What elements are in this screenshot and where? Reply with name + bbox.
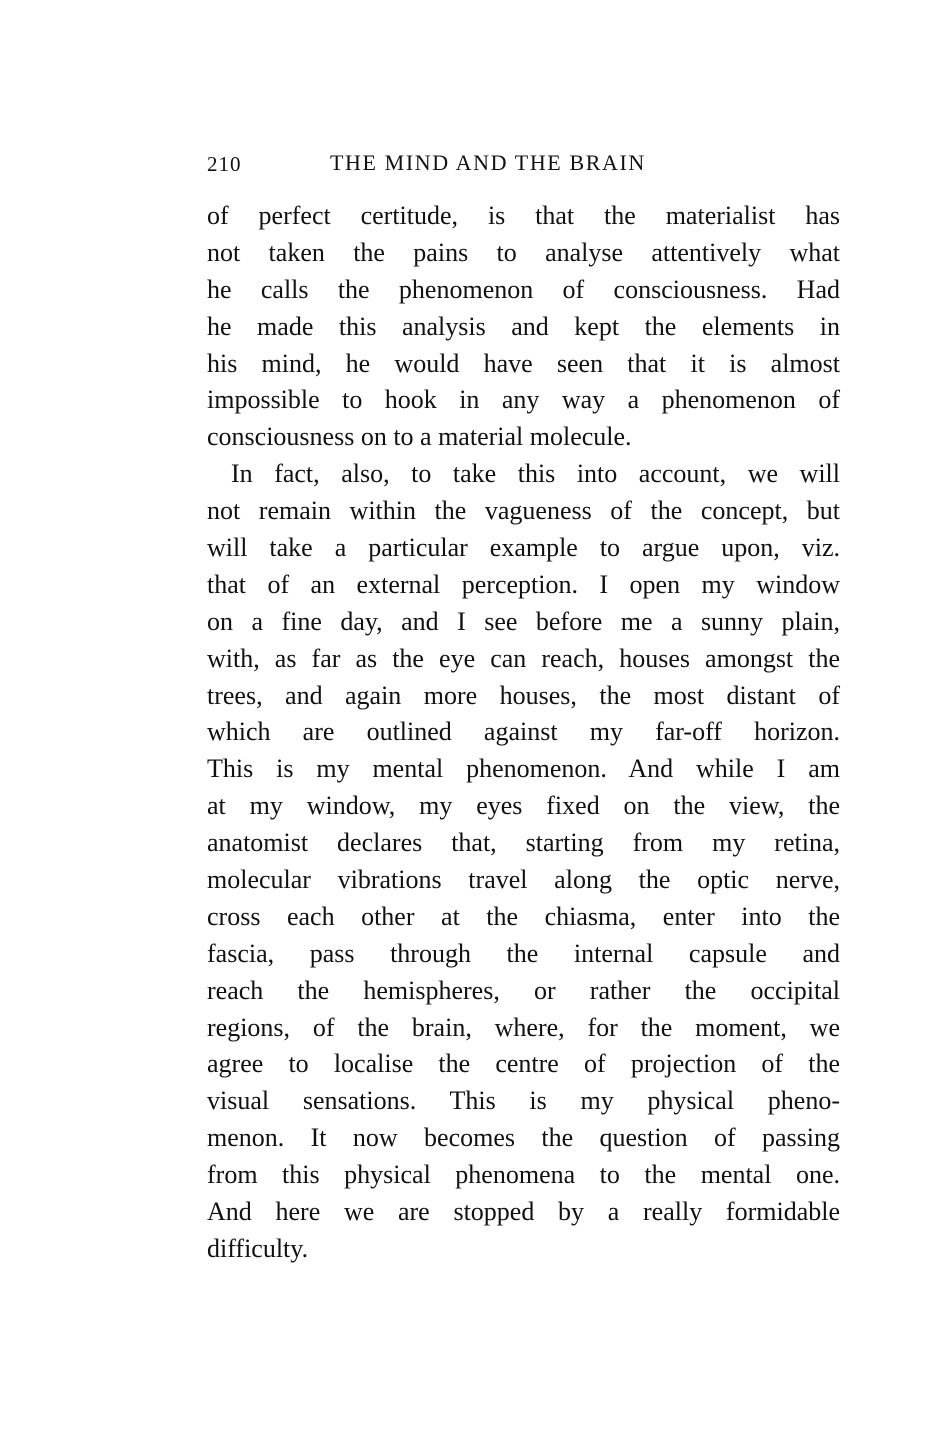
text-line: he made this analysis and kept the elements in	[207, 311, 840, 341]
text-line: visual sensations. This is my physical pheno-	[207, 1086, 840, 1116]
text-line: impossible to hook in any way a phenomenon of	[207, 385, 840, 415]
text-line: of perfect certitude, is that the materialist has	[207, 201, 840, 230]
text-line: which are outlined against my far-off horizon.	[207, 717, 840, 747]
text-line: fascia, pass through the internal capsule and	[207, 938, 840, 968]
text-line: that of an external perception. I open my window	[207, 569, 840, 599]
text-line: menon. It now becomes the question of passing	[207, 1123, 840, 1153]
text-line: with, as far as the eye can reach, houses amongst the	[207, 643, 840, 673]
text-line: This is my mental phenomenon. And while I am	[207, 754, 840, 784]
text-line: cross each other at the chiasma, enter into the	[207, 901, 840, 931]
text-line: from this physical phenomena to the mental one.	[207, 1160, 840, 1190]
text-line: difficulty.	[207, 1233, 309, 1263]
text-line: consciousness on to a material molecule.	[207, 422, 632, 452]
text-line: regions, of the brain, where, for the moment, we	[207, 1012, 840, 1042]
page-header	[207, 150, 840, 180]
text-line: not taken the pains to analyse attentively what	[207, 237, 840, 267]
text-line: will take a particular example to argue upon, viz.	[207, 533, 840, 563]
paragraph	[207, 198, 840, 456]
text-line: anatomist declares that, starting from my retina,	[207, 828, 840, 858]
text-line: And here we are stopped by a really formidable	[207, 1197, 840, 1227]
text-line: trees, and again more houses, the most distant of	[207, 680, 840, 710]
text-line: not remain within the vagueness of the concept, but	[207, 496, 840, 526]
body-text	[207, 198, 840, 1268]
paragraph	[207, 456, 840, 1268]
text-line: he calls the phenomenon of consciousness. Had	[207, 274, 840, 304]
text-line: at my window, my eyes fixed on the view, the	[207, 791, 840, 821]
text-line: his mind, he would have seen that it is almost	[207, 348, 840, 378]
running-title: THE MIND AND THE BRAIN	[330, 150, 646, 175]
text-line: molecular vibrations travel along the optic nerve,	[207, 865, 840, 895]
text-line: reach the hemispheres, or rather the occipital	[207, 975, 840, 1005]
text-line: on a fine day, and I see before me a sunny plain,	[207, 606, 840, 636]
text-line: In fact, also, to take this into account, we will	[231, 459, 840, 489]
page-number: 210	[207, 152, 242, 176]
text-line: agree to localise the centre of projection of the	[207, 1049, 840, 1079]
